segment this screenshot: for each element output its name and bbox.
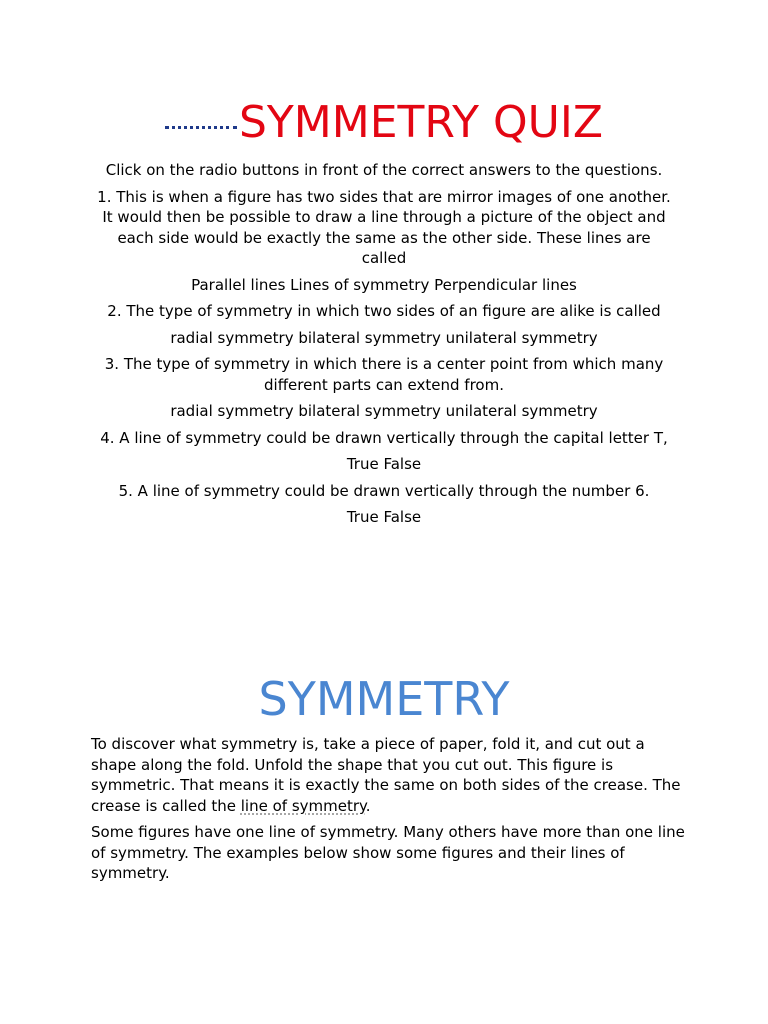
title-blank-line [165, 126, 237, 129]
line-of-symmetry-term: line of symmetry [240, 796, 366, 815]
paragraph-1-text: To discover what symmetry is, take a piece of paper, fold it, and cut out a shape along the fold. Unfold the shape that you cut out. This figure is symmetric. That means it is exactly the same on both sides of the crease. The crease is called the [91, 735, 681, 815]
symmetry-paragraph-1 [91, 734, 691, 816]
quiz-body [96, 160, 672, 534]
question-5-answers: True False [346, 508, 422, 526]
quiz-title-row [0, 96, 768, 150]
question-2-answers: radial symmetry bilateral symmetry unilateral symmetry [170, 328, 598, 347]
question-2-text: 2. The type of symmetry in which two sides of an figure are alike is called [107, 302, 661, 320]
question-4-text: 4. A line of symmetry could be drawn vertically through the capital letter T, [100, 428, 668, 447]
symmetry-body [91, 734, 691, 890]
question-3-text: 3. The type of symmetry in which there is a center point from which many different parts can extend from. [104, 355, 664, 394]
question-4-answers: True False [346, 455, 422, 473]
symmetry-heading: SYMMETRY [258, 672, 510, 726]
symmetry-paragraph-2: Some figures have one line of symmetry. Many others have more than one line of symmetry. The examples below show some figures and their lines of symmetry. [91, 823, 685, 882]
paragraph-1-end: . [365, 796, 371, 815]
question-1-answers: Parallel lines Lines of symmetry Perpendicular lines [191, 275, 577, 294]
quiz-title: SYMMETRY QUIZ [239, 97, 603, 148]
question-5-text: 5. A line of symmetry could be drawn vertically through the number 6. [118, 481, 650, 500]
quiz-instructions: Click on the radio buttons in front of the correct answers to the questions. [105, 161, 663, 179]
question-1-text: 1. This is when a figure has two sides that are mirror images of one another. It would then be possible to draw a line through a picture of the object and each side would be exactly the same as the other side. These lines are called [97, 187, 671, 267]
question-3-answers: radial symmetry bilateral symmetry unilateral symmetry [170, 402, 598, 420]
